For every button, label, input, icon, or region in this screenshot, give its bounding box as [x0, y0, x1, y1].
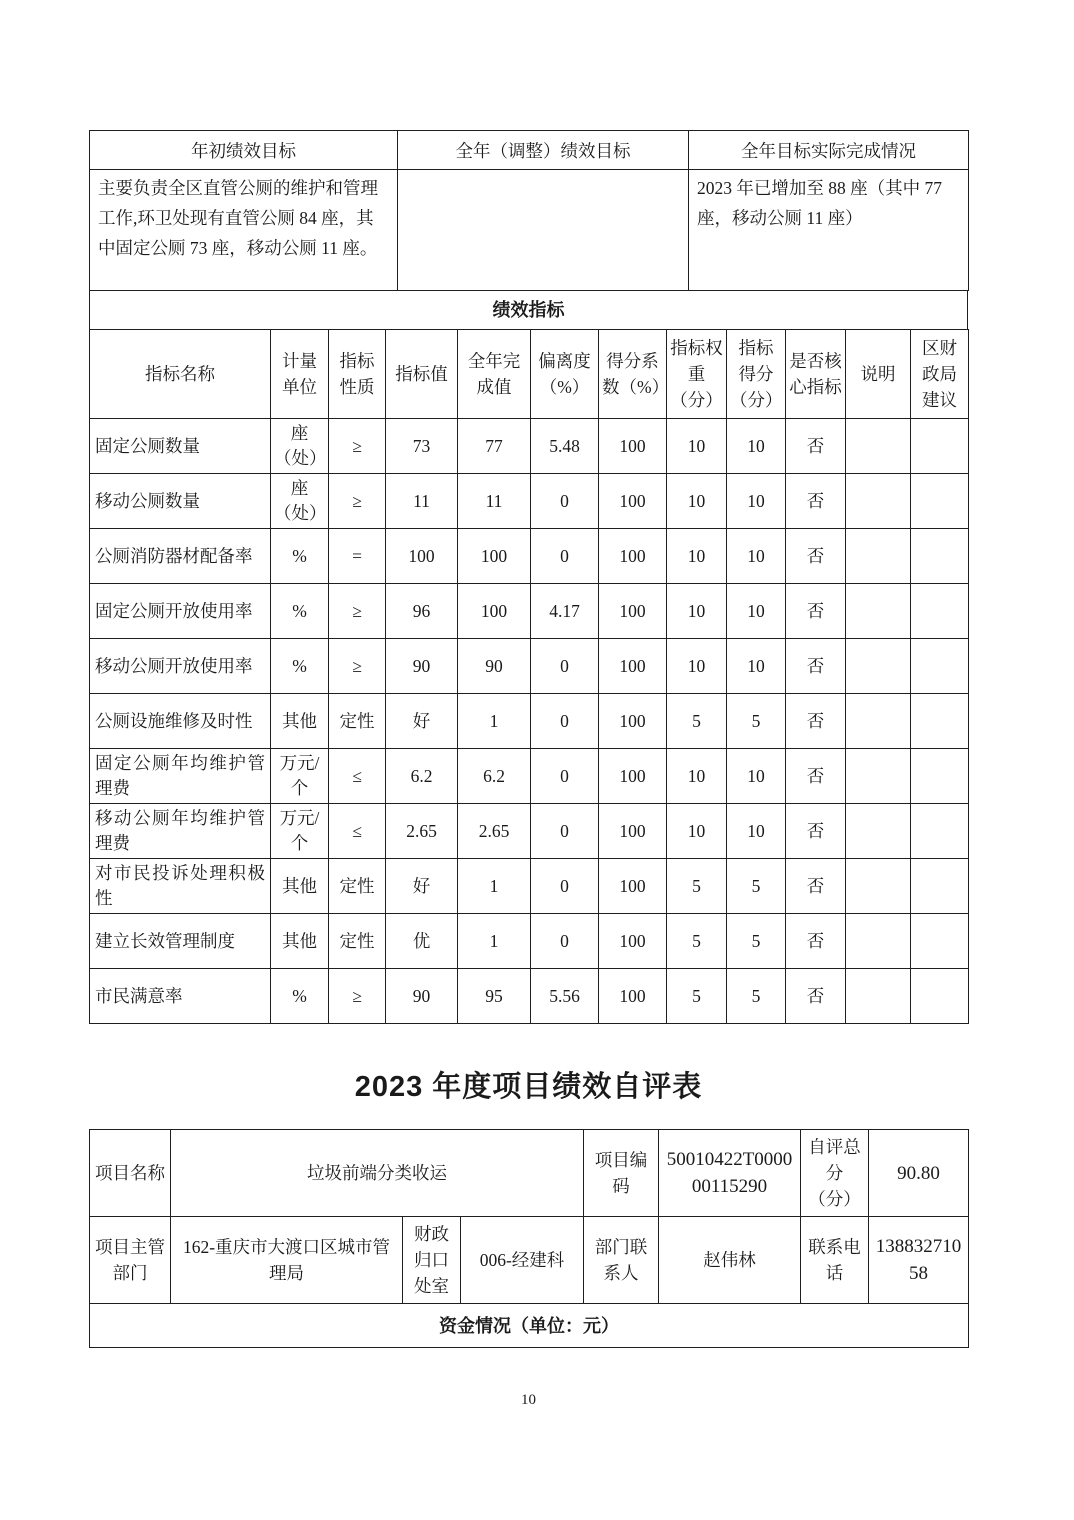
indicator-row: [90, 529, 969, 584]
goals-header-actual: 全年目标实际完成情况: [689, 131, 969, 170]
indicator-name-cell: 固定公厕开放使用率: [90, 584, 271, 639]
indicator-cell: [911, 694, 969, 749]
indicator-cell: 其他: [271, 694, 329, 749]
indicators-table: [89, 329, 969, 1024]
indicator-cell: [911, 529, 969, 584]
indicator-cell: 2.65: [458, 804, 531, 859]
indicator-cell: 定性: [329, 859, 386, 914]
self-eval-table: [89, 1129, 969, 1348]
indicator-cell: 5: [667, 914, 727, 969]
indicator-name-cell: 市民满意率: [90, 969, 271, 1024]
indicator-cell: 否: [786, 419, 846, 474]
indicator-name-cell: 固定公厕年均维护管理费: [90, 749, 271, 804]
indicator-cell: ≥: [329, 474, 386, 529]
project-code-label: 项目编码: [584, 1130, 659, 1217]
indicator-cell: 100: [458, 529, 531, 584]
indicator-cell: 100: [599, 804, 667, 859]
indicator-cell: 否: [786, 749, 846, 804]
indicator-cell: 10: [667, 804, 727, 859]
goals-header-initial: 年初绩效目标: [90, 131, 398, 170]
indicator-cell: 10: [727, 749, 786, 804]
funds-section-header: 资金情况（单位：元）: [90, 1304, 969, 1348]
dept-value: 162-重庆市大渡口区城市管理局: [171, 1217, 403, 1304]
indicator-cell: ≥: [329, 584, 386, 639]
indicator-cell: [911, 749, 969, 804]
indicator-name-cell: 固定公厕数量: [90, 419, 271, 474]
project-code-value: 50010422T000000115290: [659, 1130, 801, 1217]
col-header-score: 指标得分（分）: [727, 330, 786, 419]
indicator-cell: 5: [667, 859, 727, 914]
indicator-cell: 否: [786, 859, 846, 914]
indicator-cell: 100: [599, 474, 667, 529]
indicator-cell: 10: [727, 529, 786, 584]
indicator-cell: [846, 749, 911, 804]
indicator-cell: 0: [531, 804, 599, 859]
indicator-cell: [846, 529, 911, 584]
indicator-name-cell: 对市民投诉处理积极性: [90, 859, 271, 914]
indicator-cell: [846, 804, 911, 859]
indicator-cell: 10: [727, 474, 786, 529]
indicator-cell: 5: [727, 694, 786, 749]
indicators-table-body: [90, 419, 969, 1024]
indicator-cell: 10: [727, 419, 786, 474]
finance-office-label: 财政归口处室: [403, 1217, 461, 1304]
indicator-cell: 0: [531, 914, 599, 969]
document-content: [89, 130, 968, 1409]
indicator-cell: 0: [531, 639, 599, 694]
project-name-row: [90, 1130, 969, 1217]
indicator-cell: 11: [458, 474, 531, 529]
indicator-row: [90, 804, 969, 859]
goals-header-row: [90, 131, 969, 170]
indicator-cell: 100: [599, 529, 667, 584]
col-header-target-value: 指标值: [386, 330, 458, 419]
indicator-cell: 10: [667, 529, 727, 584]
indicator-name-cell: 移动公厕数量: [90, 474, 271, 529]
indicator-cell: 否: [786, 639, 846, 694]
indicator-cell: %: [271, 969, 329, 1024]
indicator-cell: 否: [786, 914, 846, 969]
indicator-name-cell: 移动公厕年均维护管理费: [90, 804, 271, 859]
indicator-name-cell: 建立长效管理制度: [90, 914, 271, 969]
indicator-row: [90, 419, 969, 474]
indicator-cell: 5: [727, 859, 786, 914]
indicator-cell: 否: [786, 969, 846, 1024]
indicator-cell: [911, 969, 969, 1024]
indicator-cell: 其他: [271, 859, 329, 914]
indicator-cell: 100: [386, 529, 458, 584]
indicator-cell: [846, 694, 911, 749]
col-header-core-indicator: 是否核心指标: [786, 330, 846, 419]
page-number: 10: [521, 1392, 536, 1408]
indicator-row: [90, 584, 969, 639]
indicator-cell: 优: [386, 914, 458, 969]
indicator-cell: 否: [786, 804, 846, 859]
funds-header-row: [90, 1304, 969, 1348]
indicator-cell: 好: [386, 694, 458, 749]
indicator-cell: %: [271, 529, 329, 584]
indicator-cell: [846, 914, 911, 969]
indicator-cell: 73: [386, 419, 458, 474]
indicator-cell: 其他: [271, 914, 329, 969]
indicator-cell: 否: [786, 474, 846, 529]
indicator-cell: 10: [667, 749, 727, 804]
goals-text-row: [90, 170, 969, 291]
self-eval-title: 2023 年度项目绩效自评表: [354, 1071, 703, 1103]
indicator-cell: 5: [727, 914, 786, 969]
indicator-cell: [911, 859, 969, 914]
indicator-cell: 10: [727, 584, 786, 639]
indicator-cell: 否: [786, 529, 846, 584]
indicator-cell: 100: [599, 749, 667, 804]
contact-label: 部门联系人: [584, 1217, 659, 1304]
indicator-cell: 定性: [329, 914, 386, 969]
indicator-cell: 座（处）: [271, 419, 329, 474]
indicator-cell: ≤: [329, 749, 386, 804]
indicator-cell: 6.2: [458, 749, 531, 804]
indicator-cell: [846, 474, 911, 529]
goals-header-adjusted: 全年（调整）绩效目标: [398, 131, 689, 170]
indicator-cell: 100: [599, 914, 667, 969]
indicator-cell: [911, 639, 969, 694]
indicator-cell: [846, 859, 911, 914]
indicator-cell: [846, 584, 911, 639]
indicator-cell: 90: [386, 639, 458, 694]
phone-label: 联系电话: [801, 1217, 869, 1304]
indicators-header-row: [90, 330, 969, 419]
indicator-cell: 5: [667, 694, 727, 749]
indicator-row: [90, 749, 969, 804]
indicator-row: [90, 474, 969, 529]
indicator-cell: 95: [458, 969, 531, 1024]
indicator-cell: 座（处）: [271, 474, 329, 529]
indicator-cell: 90: [458, 639, 531, 694]
indicator-cell: 100: [599, 639, 667, 694]
col-header-deviation: 偏离度（%）: [531, 330, 599, 419]
indicator-cell: %: [271, 584, 329, 639]
indicator-cell: 0: [531, 529, 599, 584]
indicator-cell: 100: [599, 859, 667, 914]
indicator-cell: 90: [386, 969, 458, 1024]
indicator-cell: 0: [531, 859, 599, 914]
indicator-row: [90, 639, 969, 694]
performance-indicators-title: 绩效指标: [89, 290, 968, 330]
indicator-cell: 4.17: [531, 584, 599, 639]
col-header-indicator-name: 指标名称: [90, 330, 271, 419]
col-header-remark: 说明: [846, 330, 911, 419]
indicator-cell: 77: [458, 419, 531, 474]
self-score-value: 90.80: [869, 1130, 969, 1217]
indicator-cell: 5.56: [531, 969, 599, 1024]
col-header-completed-value: 全年完成值: [458, 330, 531, 419]
indicator-cell: 1: [458, 694, 531, 749]
goal-adjusted-cell: [398, 170, 689, 291]
indicator-cell: 1: [458, 914, 531, 969]
finance-office-value: 006-经建科: [461, 1217, 584, 1304]
indicator-cell: 10: [667, 474, 727, 529]
indicator-cell: 10: [727, 804, 786, 859]
contact-value: 赵伟林: [659, 1217, 801, 1304]
goals-table: [89, 130, 969, 291]
col-header-finance-bureau-advice: 区财政局建议: [911, 330, 969, 419]
indicator-cell: 100: [599, 584, 667, 639]
indicator-cell: ≤: [329, 804, 386, 859]
indicator-cell: 10: [727, 639, 786, 694]
indicator-cell: 定性: [329, 694, 386, 749]
col-header-unit: 计量单位: [271, 330, 329, 419]
project-name-value: 垃圾前端分类收运: [171, 1130, 584, 1217]
col-header-weight: 指标权重（分）: [667, 330, 727, 419]
indicator-cell: 5.48: [531, 419, 599, 474]
indicator-cell: 10: [667, 584, 727, 639]
indicator-cell: 2.65: [386, 804, 458, 859]
indicator-name-cell: 公厕设施维修及时性: [90, 694, 271, 749]
indicator-row: [90, 859, 969, 914]
indicator-cell: 100: [458, 584, 531, 639]
indicator-cell: 5: [727, 969, 786, 1024]
indicator-cell: 否: [786, 584, 846, 639]
indicator-cell: [911, 419, 969, 474]
indicator-cell: [911, 584, 969, 639]
indicator-cell: 100: [599, 969, 667, 1024]
indicator-row: [90, 694, 969, 749]
indicator-cell: 10: [667, 639, 727, 694]
dept-label: 项目主管部门: [90, 1217, 171, 1304]
indicator-row: [90, 969, 969, 1024]
indicator-cell: 万元/个: [271, 749, 329, 804]
self-score-label: 自评总分（分）: [801, 1130, 869, 1217]
indicator-cell: 好: [386, 859, 458, 914]
indicator-cell: [846, 419, 911, 474]
indicator-cell: %: [271, 639, 329, 694]
indicator-cell: [846, 639, 911, 694]
indicator-cell: 万元/个: [271, 804, 329, 859]
indicator-cell: =: [329, 529, 386, 584]
indicator-cell: 0: [531, 749, 599, 804]
indicator-cell: 100: [599, 419, 667, 474]
indicator-name-cell: 公厕消防器材配备率: [90, 529, 271, 584]
indicator-cell: 0: [531, 474, 599, 529]
goal-actual-cell: 2023 年已增加至 88 座（其中 77 座，移动公厕 11 座）: [689, 170, 969, 291]
goal-initial-cell: 主要负责全区直管公厕的维护和管理工作,环卫处现有直管公厕 84 座，其中固定公厕 73 座，移动公厕 11 座。: [90, 170, 398, 291]
indicator-cell: 0: [531, 694, 599, 749]
indicator-cell: 11: [386, 474, 458, 529]
indicator-cell: 96: [386, 584, 458, 639]
phone-value: 13883271058: [869, 1217, 969, 1304]
col-header-nature: 指标性质: [329, 330, 386, 419]
indicator-cell: ≥: [329, 639, 386, 694]
project-dept-row: [90, 1217, 969, 1304]
indicator-cell: 否: [786, 694, 846, 749]
col-header-score-coefficient: 得分系数（%）: [599, 330, 667, 419]
indicator-row: [90, 914, 969, 969]
indicator-cell: 5: [667, 969, 727, 1024]
project-name-label: 项目名称: [90, 1130, 171, 1217]
indicator-cell: [846, 969, 911, 1024]
indicator-cell: ≥: [329, 969, 386, 1024]
indicator-cell: [911, 914, 969, 969]
indicator-cell: [911, 804, 969, 859]
indicator-cell: [911, 474, 969, 529]
indicator-name-cell: 移动公厕开放使用率: [90, 639, 271, 694]
indicator-cell: 100: [599, 694, 667, 749]
indicator-cell: 10: [667, 419, 727, 474]
indicator-cell: ≥: [329, 419, 386, 474]
indicator-cell: 6.2: [386, 749, 458, 804]
indicator-cell: 1: [458, 859, 531, 914]
